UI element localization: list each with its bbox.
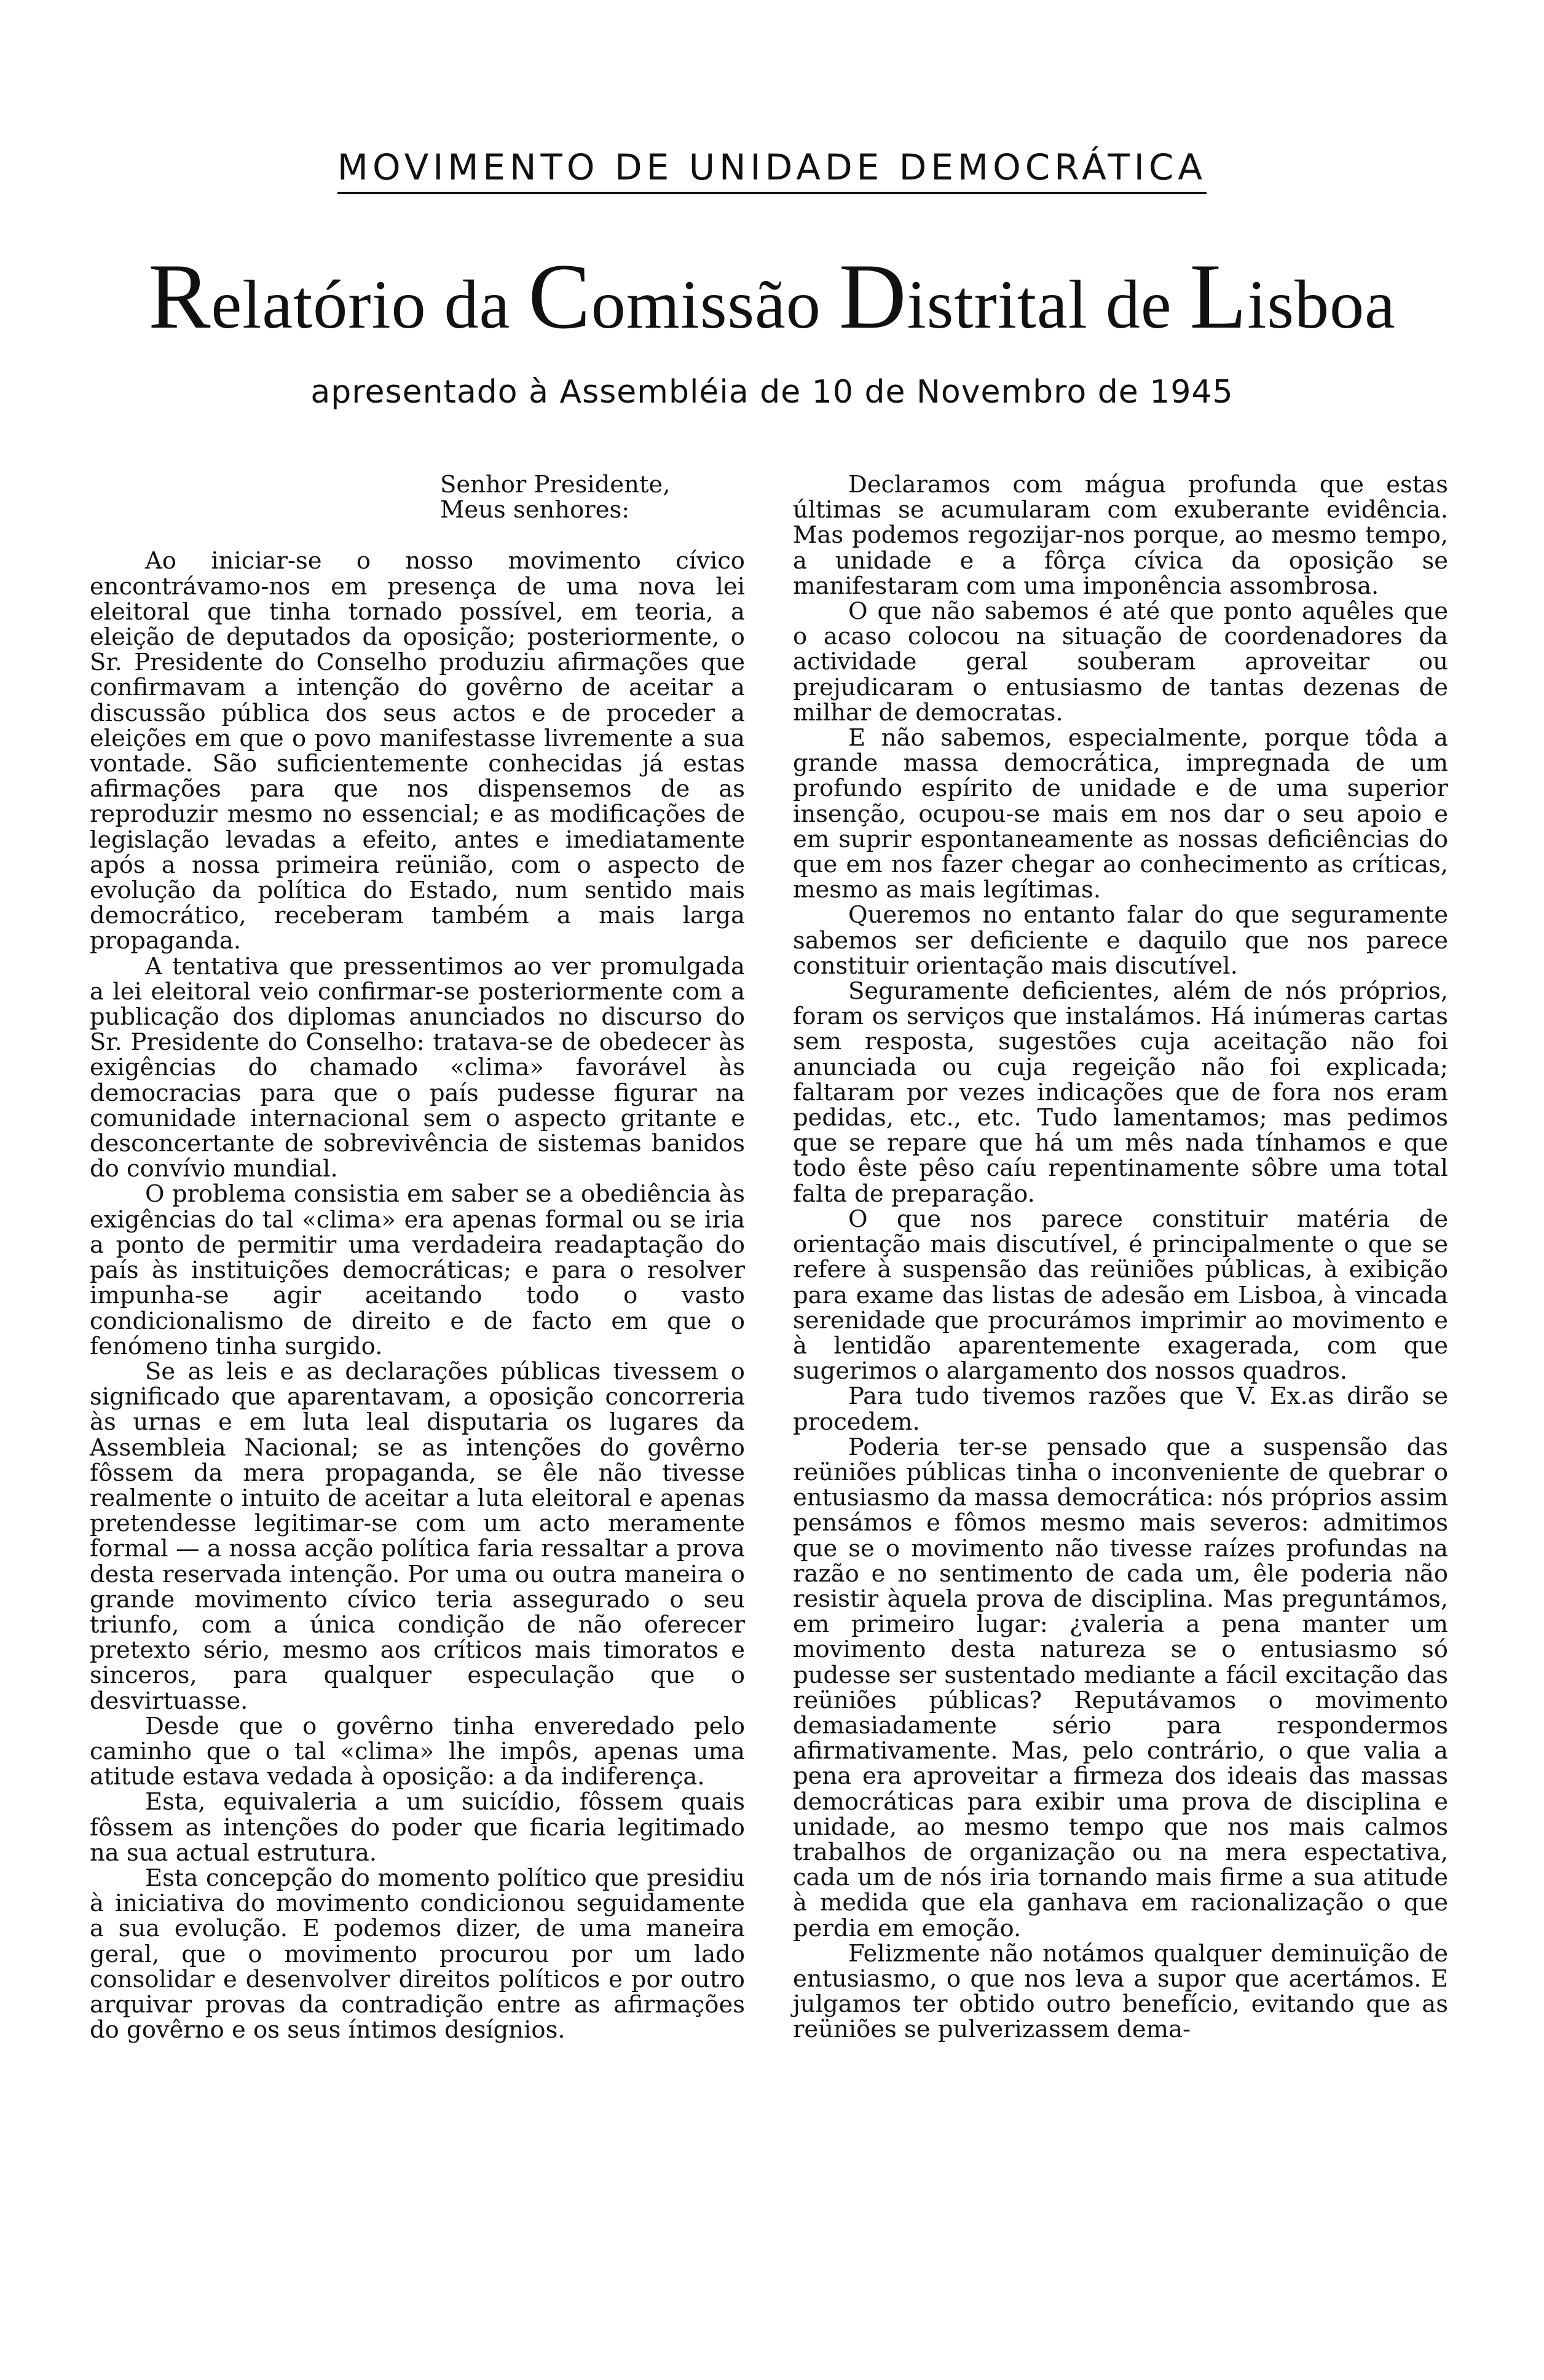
body-paragraph: Seguramente deficientes, além de nós próprios, foram os serviços que instalámos. Há inúmeras cartas sem resposta, sugestões cuja aceitação não foi anunciada ou cuja regeição não foi explicada; faltaram por vezes indicações que de fora nos eram pedidas, etc., etc. Tudo lamentamos; mas pedimos que se repare que há um mês nada tínhamos e que todo êste pêso caíu repentinamente sôbre uma total falta de preparação. <box>793 977 1448 1208</box>
body-paragraph: Declaramos com mágua profunda que estas últimas se acumularam com exuberante evidência. Mas podemos regozijar-nos porque, ao mesmo tempo, a unidade e a fôrça cívica da oposição se manifestaram com uma imponência assombrosa. <box>793 471 1448 600</box>
header <box>0 146 1544 194</box>
page-subtitle: apresentado à Assembléia de 10 de Novembro de 1945 <box>310 374 1234 411</box>
body-paragraph: Ao iniciar-se o nosso movimento cívico encontrávamo-nos em presença de uma nova lei eleitoral que tinha tornado possível, em teoria, a eleição de deputados da oposição; posteriormente, o Sr. Presidente do Conselho produziu afirmações que confirmavam a intenção do govêrno de aceitar a discussão pública dos seus actos e de proceder a eleições em que o povo manifestasse livremente a sua vontade. São suficientemente conhecidas já estas afirmações para que nos dispensemos de as reproduzir mesmo no essencial; e as modificações de legislação levadas a efeito, antes e imediatamente após a nossa primeira reünião, com o aspecto de evolução da política do Estado, num sentido mais democrático, receberam também a mais larga propaganda. <box>90 547 745 955</box>
body-paragraph: O que não sabemos é até que ponto aquêles que o acaso colocou na situação de coordenadores da actividade geral souberam aproveitar ou prejudicaram o entusiasmo de tantas dezenas de milhar de democratas. <box>793 597 1448 727</box>
body-paragraph: Poderia ter-se pensado que a suspensão das reüniões públicas tinha o inconveniente de quebrar o entusiasmo da massa democrática: nós próprios assim pensámos e fômos mesmo mais severos: admitimos que se o movimento não tivesse raízes profundas na razão e no sentimento de cada um, êle poderia não resistir àquela prova de disciplina. Mas preguntámos, em primeiro lugar: ¿valeria a pena manter um movimento desta natureza se o entusiasmo só pudesse ser sustentado mediante a fácil excitação das reüniões públicas? Reputávamos o movimento demasiadamente sério para respondermos afirmativamente. Mas, pelo contrário, o que valia a pena era aproveitar a firmeza dos ideais das massas democráticas para exibir uma prova de disciplina e unidade, ao mesmo tempo que nos mais calmos trabalhos de organização ou na mera espectativa, cada um de nós iria tornando mais firme a sua atitude à medida que ela ganhava em racionalização o que perdia em emoção. <box>793 1433 1448 1942</box>
body-paragraph: Esta concepção do momento político que presidiu à iniciativa do movimento condicionou seguidamente a sua evolução. E podemos dizer, de uma maneira geral, que o movimento procurou por um lado consolidar e desenvolver direitos políticos e por outro arquivar provas da contradição entre as afirmações do govêrno e os seus íntimos desígnios. <box>90 1864 745 2044</box>
body-paragraph: Para tudo tivemos razões que V. Ex.as dirão se procedem. <box>793 1382 1448 1436</box>
body-paragraph: Desde que o govêrno tinha enveredado pelo caminho que o tal «clima» lhe impôs, apenas uma atitude estava vedada à oposição: a da indiferença. <box>90 1712 745 1791</box>
body-paragraph: Queremos no entanto falar do que seguramente sabemos ser deficiente e daquilo que nos parece constituir orientação mais discutível. <box>793 901 1448 980</box>
salutation: Senhor Presidente, <box>440 471 671 498</box>
salutation: Meus senhores: <box>440 496 630 524</box>
page-title: Relatório da Comissão Distrital de Lisboa <box>148 245 1396 348</box>
body-paragraph: O problema consistia em saber se a obediência às exigências do tal «clima» era apenas formal ou se iria a ponto de permitir uma verdadeira readaptação do país às instituições democráticas; e para o resolver impunha-se agir aceitando todo o vasto condicionalismo de direito e de facto em que o fenómeno tinha surgido. <box>90 1180 745 1360</box>
body-paragraph: Esta, equivaleria a um suicídio, fôssem quais fôssem as intenções do poder que ficaria legitimado na sua actual estrutura. <box>90 1788 745 1867</box>
section-kicker: MOVIMENTO DE UNIDADE DEMOCRÁTICA <box>337 146 1207 194</box>
body-paragraph: Se as leis e as declarações públicas tivessem o significado que aparentavam, a oposição concorreria às urnas e em luta leal disputaria os lugares da Assembleia Nacional; se as intenções do govêrno fôssem da mera propaganda, se êle não tivesse realmente o intuito de aceitar a luta eleitoral e apenas pretendesse legitimar-se com um acto meramente formal — a nossa acção política faria ressaltar a prova desta reservada intenção. Por uma ou outra maneira o grande movimento cívico teria assegurado o seu triunfo, com a única condição de não oferecer pretexto sério, mesmo aos críticos mais timoratos e sinceros, para qualquer especulação que o desvirtuasse. <box>90 1357 746 1715</box>
body-paragraph: E não sabemos, especialmente, porque tôda a grande massa democrática, impregnada de um profundo espírito de unidade e de uma superior insenção, ocupou-se mais em nos dar o seu apoio e em suprir espontaneamente as nossas deficiências do que em nos fazer chegar ao conhecimento as críticas, mesmo as mais legítimas. <box>793 724 1448 904</box>
left-column <box>90 472 745 2043</box>
body-paragraph: Felizmente não notámos qualquer deminuïção de entusiasmo, o que nos leva a supor que acertámos. E julgamos ter obtido outro benefício, evitando que as reüniões se pulverizassem dema- <box>793 1939 1448 2044</box>
right-column <box>793 472 1448 2043</box>
body-paragraph: O que nos parece constituir matéria de orientação mais discutível, é principalmente o que se refere à suspensão das reüniões públicas, à exibição para exame das listas de adesão em Lisboa, à vincada serenidade que procurámos imprimir ao movimento e à lentidão aparentemente exagerada, com que sugerimos o alargamento dos nossos quadros. <box>793 1205 1448 1385</box>
body-paragraph: A tentativa que pressentimos ao ver promulgada a lei eleitoral veio confirmar-se posteriormente com a publicação dos diplomas anunciados no discurso do Sr. Presidente do Conselho: tratava-se de obedecer às exigências do chamado «clima» favorável às democracias para que o país pudesse figurar na comunidade internacional sem o aspecto gritante e desconcertante de sobrevivência de sistemas banidos do convívio mundial. <box>90 952 745 1183</box>
